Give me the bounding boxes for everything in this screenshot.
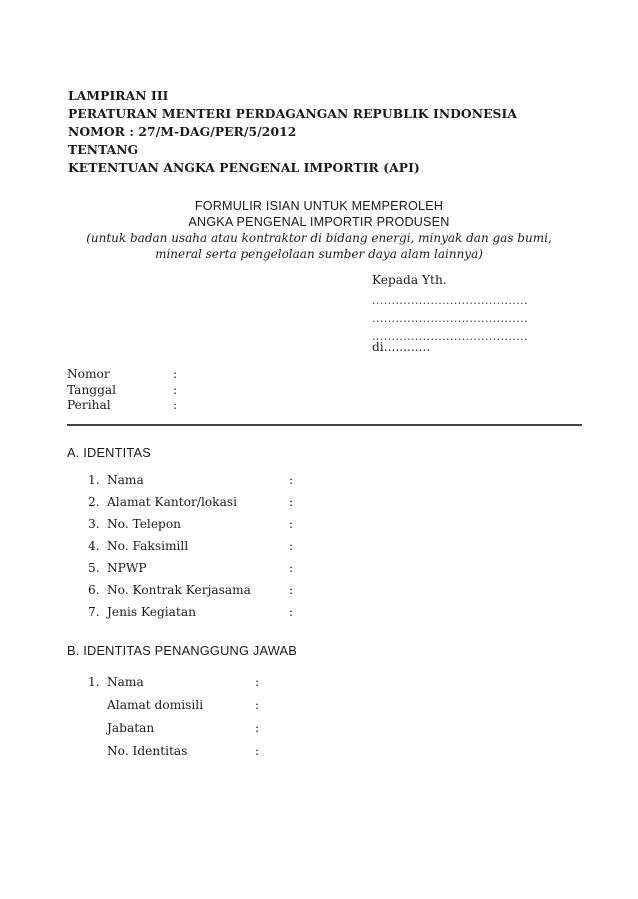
section-a-item-num: 7. <box>88 605 100 619</box>
section-a-item-num: 5. <box>88 561 100 575</box>
section-a-item-label: No. Kontrak Kerjasama <box>107 583 251 597</box>
section-a-item-colon: : <box>289 605 294 619</box>
addressee-line-2: ........................................ <box>372 312 528 325</box>
section-a-title: A. IDENTITAS <box>67 445 151 460</box>
section-a-item-label: No. Faksimill <box>107 539 189 553</box>
section-b-item-num: 1. <box>88 675 100 689</box>
addressee-location: di............ <box>372 340 431 354</box>
section-b-item-colon: : <box>255 675 260 689</box>
section-b-item-label: Alamat domisili <box>107 698 204 712</box>
section-b-item-label: Jabatan <box>107 721 155 735</box>
section-b-item-label: Nama <box>107 675 144 689</box>
form-subtitle-line1: (untuk badan usaha atau kontraktor di bidang energi, minyak dan gas bumi, <box>86 231 552 245</box>
annex-label: LAMPIRAN III <box>68 88 169 103</box>
meta-label-tanggal: Tanggal <box>67 383 117 397</box>
section-a-item-num: 2. <box>88 495 100 509</box>
section-a-item-label: Nama <box>107 473 144 487</box>
section-a-item-colon: : <box>289 583 294 597</box>
section-a-item-label: Jenis Kegiatan <box>107 605 196 619</box>
meta-colon-tanggal: : <box>173 383 178 397</box>
section-a-item-label: NPWP <box>107 561 147 575</box>
form-subtitle-line2: mineral serta pengelolaan sumber daya alam lainnya) <box>155 247 483 261</box>
section-a-item-label: No. Telepon <box>107 517 182 531</box>
section-b-item-colon: : <box>255 744 260 758</box>
section-a-item-colon: : <box>289 517 294 531</box>
section-a-item-colon: : <box>289 561 294 575</box>
addressee-line-1: ........................................ <box>372 294 528 307</box>
meta-colon-nomor: : <box>173 367 178 381</box>
regulation-number: NOMOR : 27/M-DAG/PER/5/2012 <box>68 124 297 139</box>
regulation-title: PERATURAN MENTERI PERDAGANGAN REPUBLIK INDONESIA <box>68 106 518 121</box>
meta-colon-perihal: : <box>173 398 178 412</box>
addressee-line-3: ........................................ <box>372 330 528 343</box>
horizontal-divider <box>67 424 582 426</box>
section-b-title: B. IDENTITAS PENANGGUNG JAWAB <box>67 643 298 658</box>
section-a-item-colon: : <box>289 473 294 487</box>
section-b-item-colon: : <box>255 698 260 712</box>
section-a-item-num: 1. <box>88 473 100 487</box>
addressee-label: Kepada Yth. <box>372 273 447 287</box>
regulation-subject: KETENTUAN ANGKA PENGENAL IMPORTIR (API) <box>68 160 420 175</box>
section-a-item-colon: : <box>289 495 294 509</box>
section-a-item-num: 6. <box>88 583 100 597</box>
section-a-item-num: 4. <box>88 539 100 553</box>
meta-label-perihal: Perihal <box>67 398 111 412</box>
section-b-item-label: No. Identitas <box>107 744 188 758</box>
section-b-item-colon: : <box>255 721 260 735</box>
section-a-item-num: 3. <box>88 517 100 531</box>
form-title-line1: FORMULIR ISIAN UNTUK MEMPEROLEH <box>194 199 444 213</box>
section-a-item-label: Alamat Kantor/lokasi <box>107 495 237 509</box>
form-title-line2: ANGKA PENGENAL IMPORTIR PRODUSEN <box>188 215 450 229</box>
meta-label-nomor: Nomor <box>67 367 110 381</box>
regulation-about-label: TENTANG <box>68 142 139 157</box>
section-a-item-colon: : <box>289 539 294 553</box>
